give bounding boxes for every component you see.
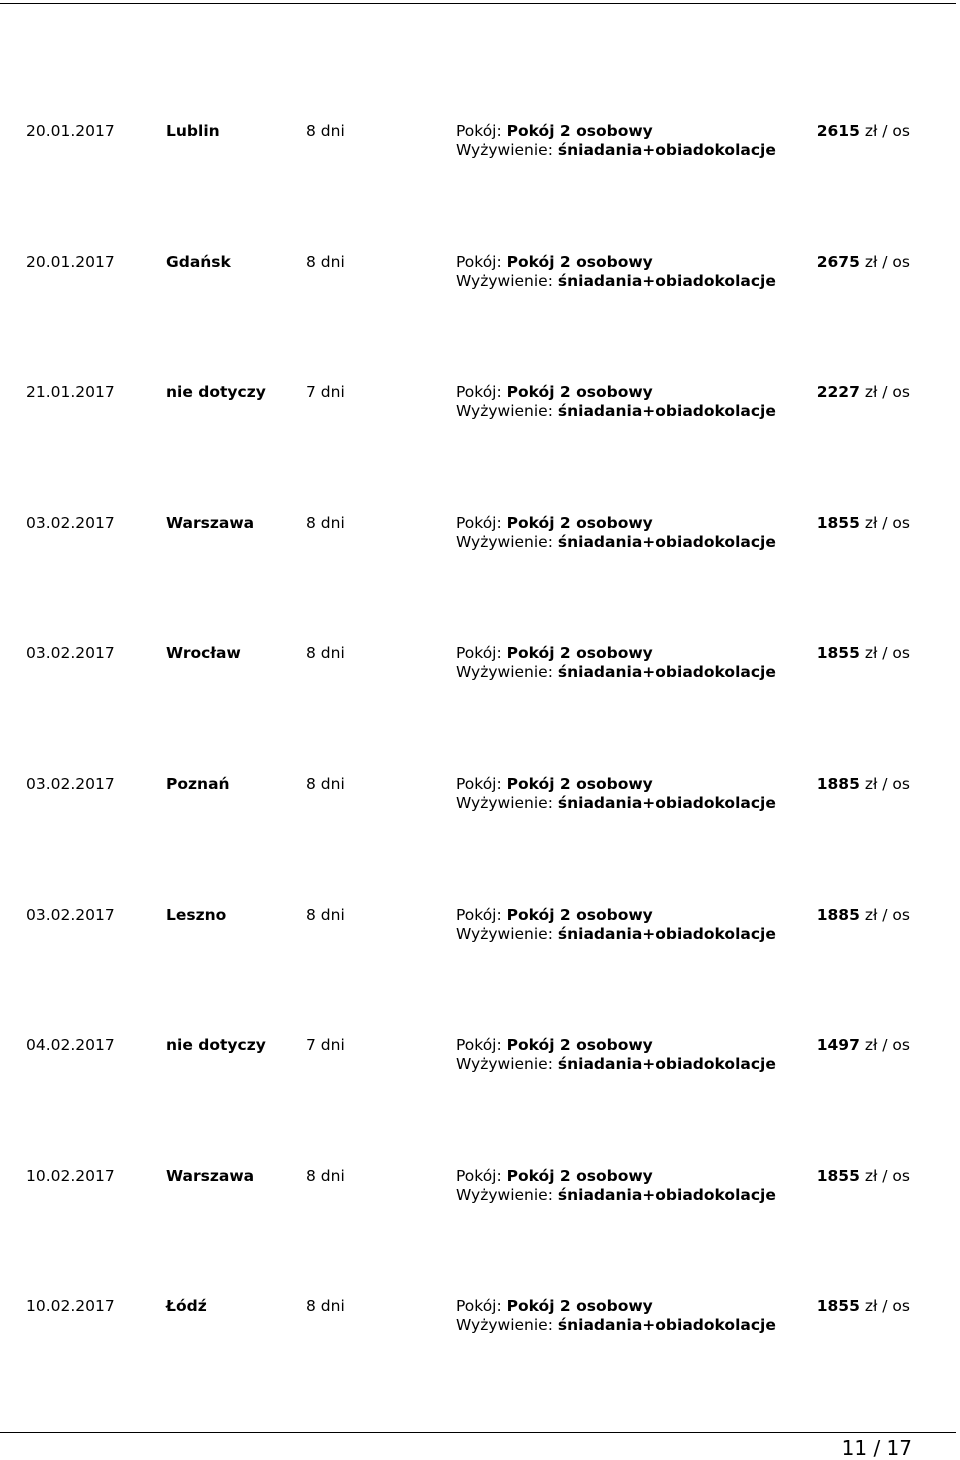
room-line (456, 253, 776, 272)
room-label: Pokój: (456, 253, 502, 271)
board-line (456, 533, 776, 552)
board-type: śniadania+obiadokolacje (557, 272, 776, 290)
room-label: Pokój: (456, 122, 502, 140)
board-label: Wyżywienie: (456, 533, 553, 551)
offer-date: 20.01.2017 (26, 253, 115, 271)
room-type: Pokój 2 osobowy (506, 906, 653, 924)
room-line (456, 122, 776, 141)
offer-row (0, 253, 960, 297)
offer-destination: Warszawa (166, 514, 255, 532)
board-type: śniadania+obiadokolacje (557, 925, 776, 943)
offer-date: 03.02.2017 (26, 775, 115, 793)
offer-details (456, 1167, 776, 1205)
price-value: 2615 (816, 122, 860, 140)
offer-duration: 8 dni (306, 122, 345, 140)
room-type: Pokój 2 osobowy (506, 1297, 653, 1315)
offer-price (817, 775, 910, 794)
offer-destination: Lublin (166, 122, 220, 140)
board-line (456, 663, 776, 682)
board-line (456, 794, 776, 813)
price-value: 1855 (816, 1297, 860, 1315)
price-value: 1885 (816, 906, 860, 924)
board-type: śniadania+obiadokolacje (557, 1316, 776, 1334)
offer-details (456, 514, 776, 552)
offer-details (456, 1297, 776, 1335)
room-label: Pokój: (456, 775, 502, 793)
offer-row (0, 906, 960, 950)
offer-row (0, 1036, 960, 1080)
board-line (456, 272, 776, 291)
offer-date: 20.01.2017 (26, 122, 115, 140)
offer-details (456, 1036, 776, 1074)
offer-price (817, 1167, 910, 1186)
price-unit: zł / os (864, 253, 910, 271)
offer-price (817, 1036, 910, 1055)
board-line (456, 925, 776, 944)
price-value: 1855 (816, 1167, 860, 1185)
room-line (456, 514, 776, 533)
offer-destination: nie dotyczy (166, 1036, 266, 1054)
offer-date: 10.02.2017 (26, 1167, 115, 1185)
price-unit: zł / os (864, 383, 910, 401)
price-value: 1885 (816, 775, 860, 793)
board-type: śniadania+obiadokolacje (557, 533, 776, 551)
offer-destination: Łódź (166, 1297, 207, 1315)
board-label: Wyżywienie: (456, 402, 553, 420)
offer-row (0, 775, 960, 819)
room-type: Pokój 2 osobowy (506, 1167, 653, 1185)
room-type: Pokój 2 osobowy (506, 253, 653, 271)
price-unit: zł / os (864, 1036, 910, 1054)
offer-details (456, 253, 776, 291)
offer-destination: Leszno (166, 906, 227, 924)
offer-date: 03.02.2017 (26, 514, 115, 532)
top-divider (0, 3, 956, 4)
offer-price (817, 383, 910, 402)
room-label: Pokój: (456, 1167, 502, 1185)
room-type: Pokój 2 osobowy (506, 1036, 653, 1054)
price-value: 1855 (816, 514, 860, 532)
price-unit: zł / os (864, 775, 910, 793)
board-label: Wyżywienie: (456, 1055, 553, 1073)
room-label: Pokój: (456, 906, 502, 924)
offer-destination: Gdańsk (166, 253, 231, 271)
room-type: Pokój 2 osobowy (506, 122, 653, 140)
offer-row (0, 122, 960, 166)
board-type: śniadania+obiadokolacje (557, 1186, 776, 1204)
board-label: Wyżywienie: (456, 1316, 553, 1334)
board-line (456, 1316, 776, 1335)
board-line (456, 1055, 776, 1074)
offer-date: 10.02.2017 (26, 1297, 115, 1315)
offer-details (456, 775, 776, 813)
price-value: 1855 (816, 644, 860, 662)
offer-date: 21.01.2017 (26, 383, 115, 401)
room-type: Pokój 2 osobowy (506, 644, 653, 662)
price-unit: zł / os (864, 906, 910, 924)
offer-price (817, 1297, 910, 1316)
offer-duration: 8 dni (306, 1297, 345, 1315)
offer-destination: Warszawa (166, 1167, 255, 1185)
offer-price (817, 253, 910, 272)
price-unit: zł / os (864, 644, 910, 662)
price-unit: zł / os (864, 514, 910, 532)
board-label: Wyżywienie: (456, 272, 553, 290)
board-label: Wyżywienie: (456, 794, 553, 812)
offer-duration: 7 dni (306, 383, 345, 401)
offer-duration: 8 dni (306, 644, 345, 662)
board-type: śniadania+obiadokolacje (557, 794, 776, 812)
price-value: 2675 (816, 253, 860, 271)
price-unit: zł / os (864, 1297, 910, 1315)
board-label: Wyżywienie: (456, 663, 553, 681)
room-line (456, 775, 776, 794)
offer-duration: 8 dni (306, 775, 345, 793)
offer-row (0, 514, 960, 558)
room-line (456, 1036, 776, 1055)
room-label: Pokój: (456, 644, 502, 662)
offer-date: 03.02.2017 (26, 906, 115, 924)
room-line (456, 383, 776, 402)
offer-duration: 8 dni (306, 514, 345, 532)
room-type: Pokój 2 osobowy (506, 514, 653, 532)
offer-details (456, 122, 776, 160)
room-line (456, 1167, 776, 1186)
board-type: śniadania+obiadokolacje (557, 663, 776, 681)
price-unit: zł / os (864, 1167, 910, 1185)
price-unit: zł / os (864, 122, 910, 140)
offer-price (817, 644, 910, 663)
offer-price (817, 122, 910, 141)
offer-details (456, 644, 776, 682)
offer-row (0, 383, 960, 427)
footer-divider (0, 1432, 956, 1433)
board-label: Wyżywienie: (456, 925, 553, 943)
offer-details (456, 383, 776, 421)
offer-date: 03.02.2017 (26, 644, 115, 662)
room-line (456, 906, 776, 925)
offer-duration: 8 dni (306, 906, 345, 924)
offer-row (0, 644, 960, 688)
offer-date: 04.02.2017 (26, 1036, 115, 1054)
room-type: Pokój 2 osobowy (506, 775, 653, 793)
price-value: 2227 (816, 383, 860, 401)
board-line (456, 1186, 776, 1205)
offer-duration: 8 dni (306, 1167, 345, 1185)
room-line (456, 1297, 776, 1316)
room-type: Pokój 2 osobowy (506, 383, 653, 401)
board-type: śniadania+obiadokolacje (557, 141, 776, 159)
room-label: Pokój: (456, 383, 502, 401)
board-type: śniadania+obiadokolacje (557, 1055, 776, 1073)
offer-price (817, 514, 910, 533)
board-line (456, 141, 776, 160)
offer-row (0, 1167, 960, 1211)
board-label: Wyżywienie: (456, 1186, 553, 1204)
price-value: 1497 (816, 1036, 860, 1054)
offer-details (456, 906, 776, 944)
offer-destination: nie dotyczy (166, 383, 266, 401)
room-line (456, 644, 776, 663)
offer-destination: Wrocław (166, 644, 241, 662)
room-label: Pokój: (456, 514, 502, 532)
offer-destination: Poznań (166, 775, 230, 793)
board-type: śniadania+obiadokolacje (557, 402, 776, 420)
board-label: Wyżywienie: (456, 141, 553, 159)
offer-row (0, 1297, 960, 1341)
board-line (456, 402, 776, 421)
room-label: Pokój: (456, 1036, 502, 1054)
offer-price (817, 906, 910, 925)
offer-duration: 8 dni (306, 253, 345, 271)
offer-duration: 7 dni (306, 1036, 345, 1054)
room-label: Pokój: (456, 1297, 502, 1315)
page-number: 11 / 17 (841, 1436, 912, 1460)
